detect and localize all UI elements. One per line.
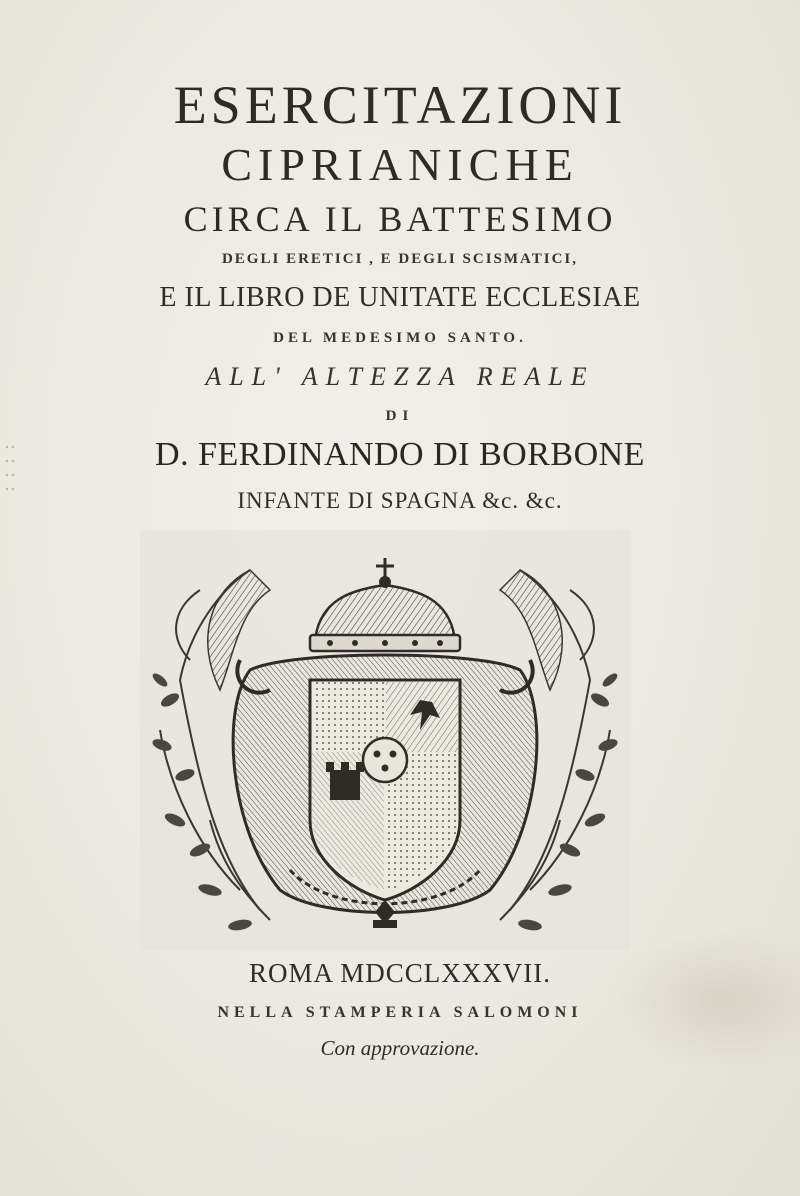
imprint-printer: NELLA STAMPERIA SALOMONI — [217, 1004, 583, 1021]
dedication-line-2: DI — [385, 408, 415, 424]
subtitle-line-3: DEL MEDESIMO SANTO. — [273, 330, 527, 346]
subtitle-line-1: DEGLI ERETICI , E DEGLI SCISMATICI, — [221, 251, 579, 267]
title-line-2: CIPRIANICHE — [221, 139, 579, 190]
imprint-place-date: ROMA MDCCLXXXVII. — [248, 958, 552, 988]
dedication-title: INFANTE DI SPAGNA &c. &c. — [237, 488, 563, 513]
imprint-note: Con approvazione. — [320, 1036, 480, 1060]
coat-of-arms-icon — [140, 530, 630, 950]
title-line-3: CIRCA IL BATTESIMO — [183, 199, 617, 239]
subtitle-line-2: E IL LIBRO DE UNITATE ECCLESIAE — [159, 282, 641, 313]
title-line-1: ESERCITAZIONI — [173, 75, 627, 135]
dedication-name: D. FERDINANDO DI BORBONE — [155, 436, 645, 473]
dedication-line-1: ALL' ALTEZZA REALE — [205, 362, 595, 391]
